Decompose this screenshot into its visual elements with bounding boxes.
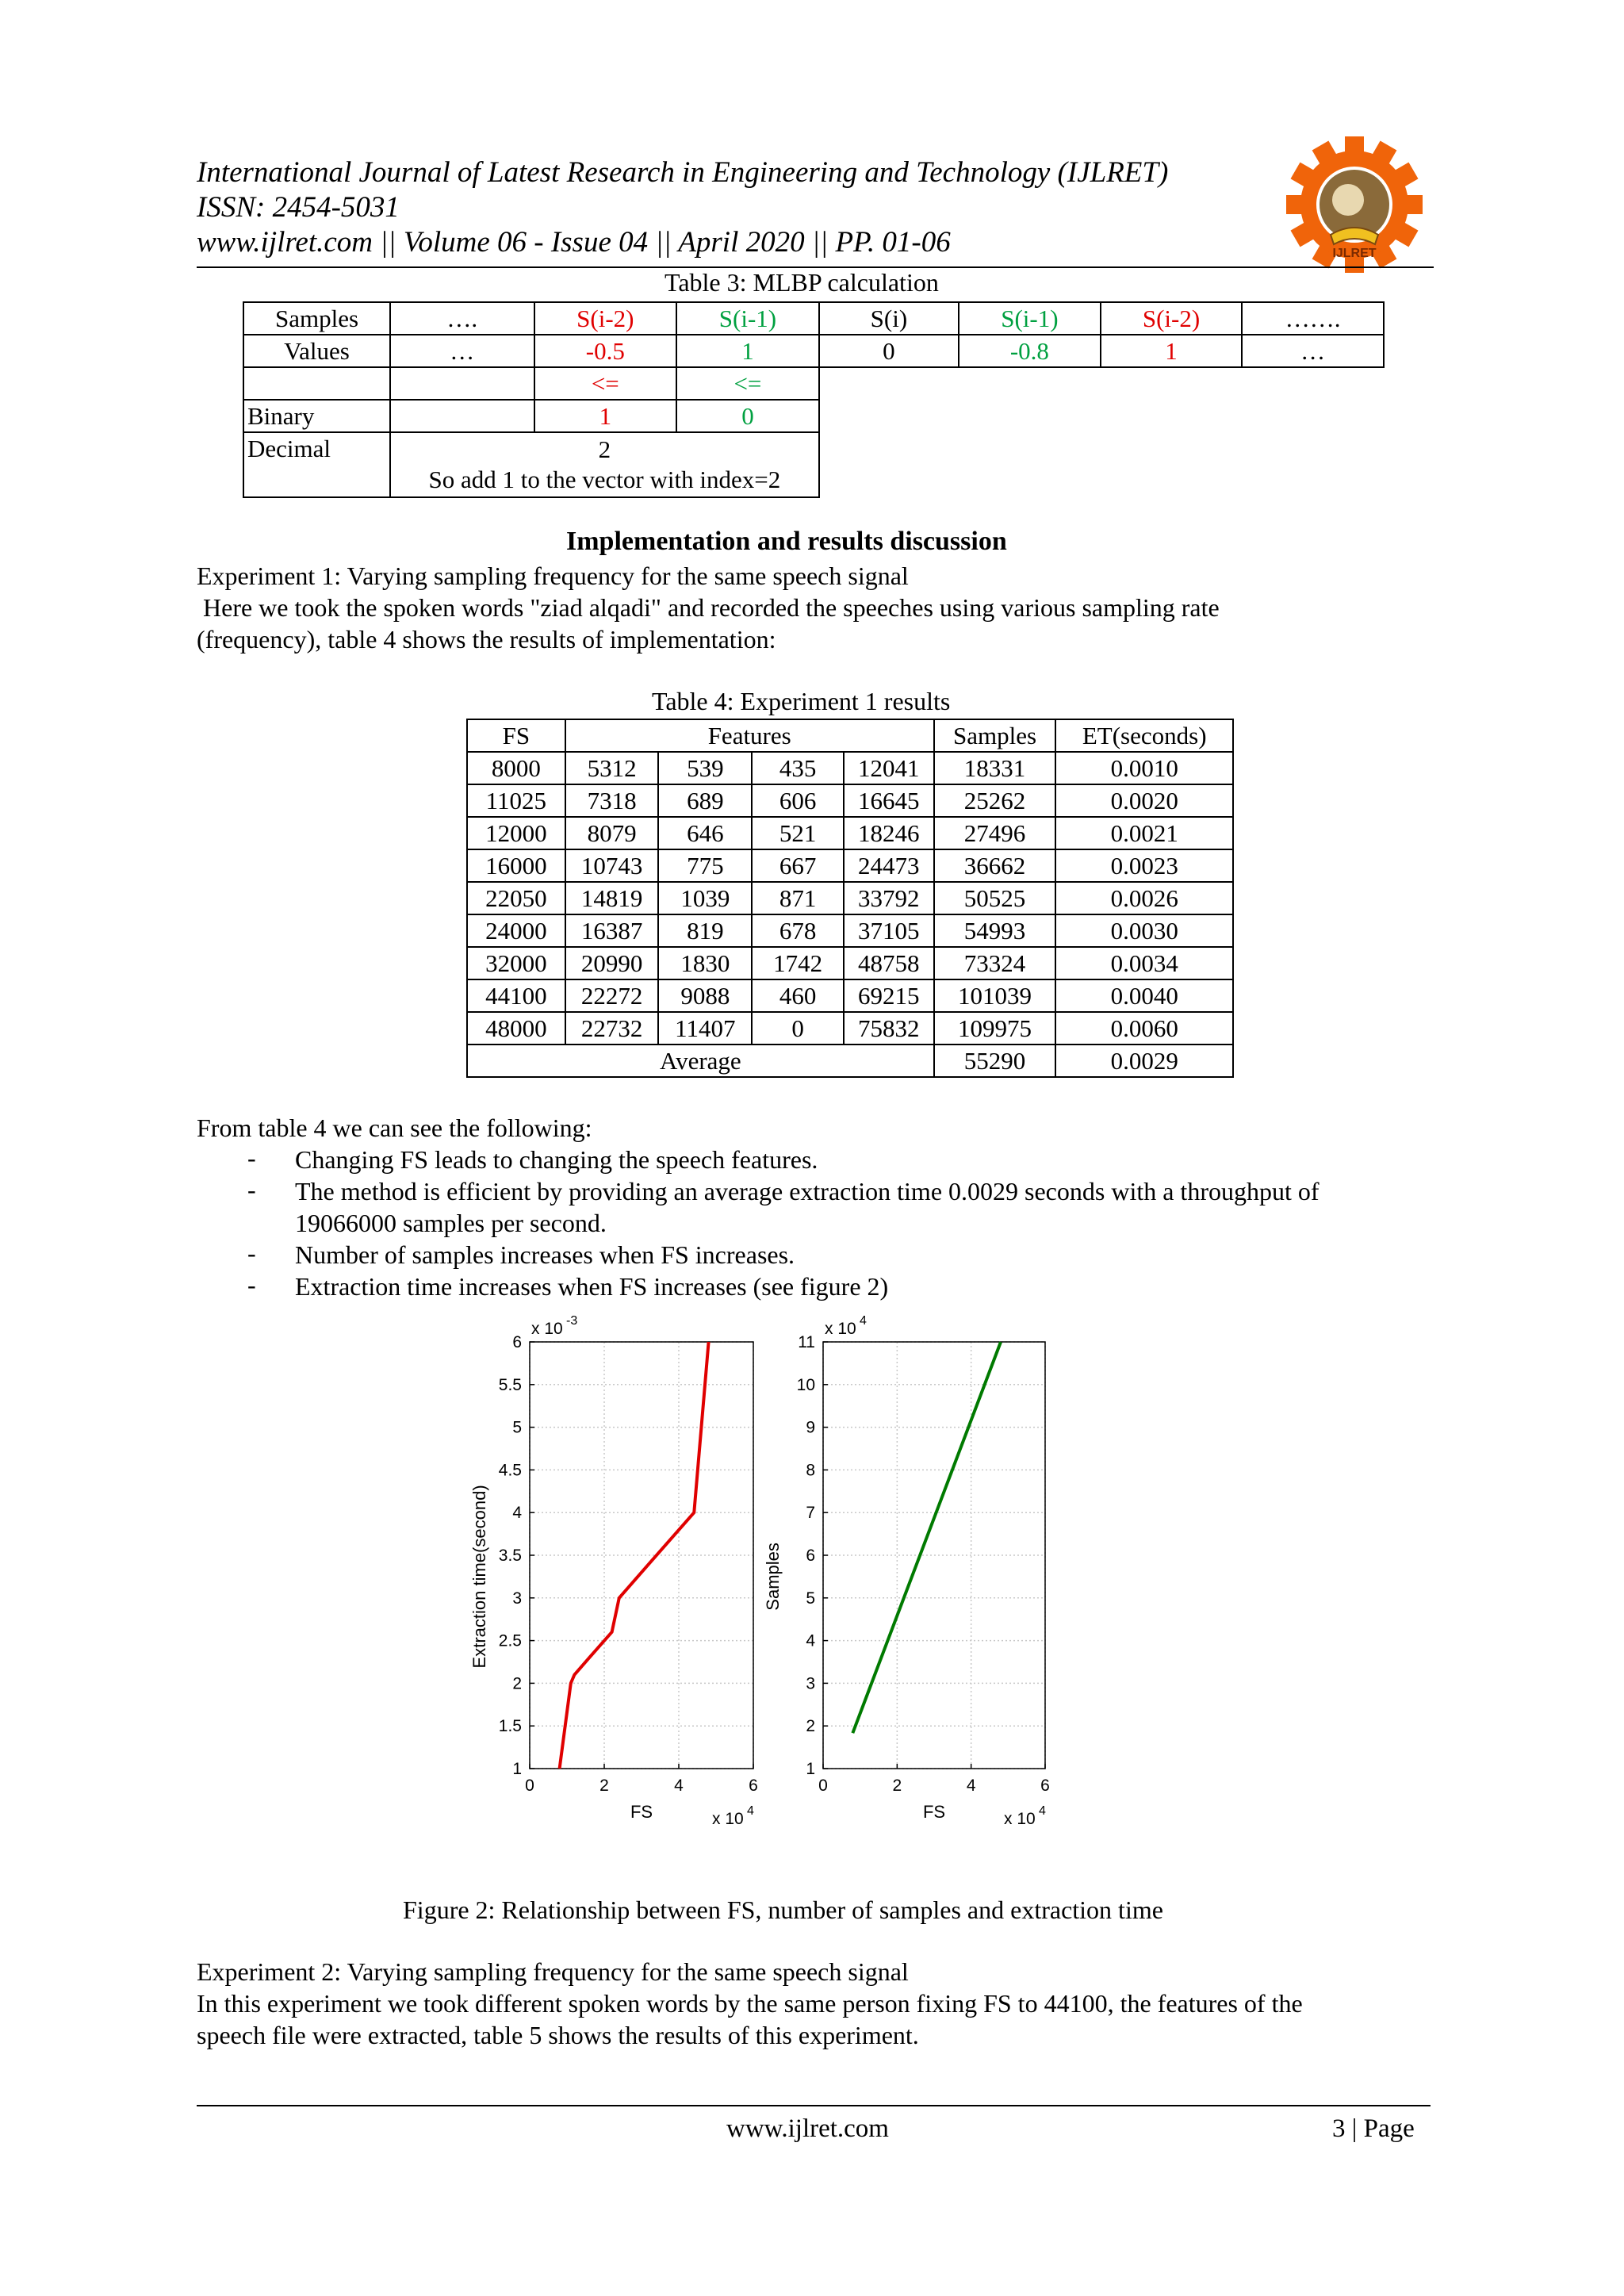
table-average-row (467, 1045, 1233, 1077)
table-cell: 75832 (844, 1012, 934, 1045)
y-tick-label: 7 (806, 1504, 815, 1523)
table-cell (390, 400, 534, 432)
table-cell: 16000 (467, 849, 565, 882)
table-cell: 69215 (844, 979, 934, 1012)
bullet-item: Number of samples increases when FS increases. (295, 1240, 795, 1269)
x-axis-label: FS (922, 1802, 946, 1822)
table-cell: 22272 (565, 979, 659, 1012)
table-cell: <= (676, 367, 819, 400)
table-row (467, 849, 1233, 882)
table-cell: 18246 (844, 817, 934, 849)
y-tick-label: 4 (512, 1504, 522, 1523)
table-cell (390, 432, 819, 497)
bullet-item: Changing FS leads to changing the speech features. (295, 1145, 818, 1174)
table-cell: 18331 (934, 752, 1056, 784)
table-cell: 678 (752, 914, 844, 947)
svg-text:IJLRET: IJLRET (1332, 247, 1377, 260)
y-tick-label: 2.5 (498, 1631, 522, 1650)
table-cell: 55290 (934, 1045, 1056, 1077)
table-cell: 0.0020 (1055, 784, 1233, 817)
bullet-dash: - (247, 1271, 256, 1299)
y-tick-label: 5.5 (498, 1375, 522, 1394)
volume-line: www.ijlret.com || Volume 06 - Issue 04 || April 2020 || PP. 01-06 (197, 226, 951, 259)
table-cell: 12041 (844, 752, 934, 784)
table-cell: 606 (752, 784, 844, 817)
table-cell: 32000 (467, 947, 565, 979)
table-cell: 871 (752, 882, 844, 914)
table-cell: 1 (534, 400, 677, 432)
table-row (243, 432, 1384, 497)
table-cell: 7318 (565, 784, 659, 817)
x-axis-label: FS (630, 1802, 653, 1822)
table-cell: 0.0010 (1055, 752, 1233, 784)
exp1-line2: (frequency), table 4 shows the results of implementation: (197, 625, 776, 654)
table-cell: 22050 (467, 882, 565, 914)
y-tick-label: 2 (806, 1717, 815, 1736)
table-cell: 9088 (658, 979, 752, 1012)
table-cell: 11407 (658, 1012, 752, 1045)
table-cell: … (1242, 335, 1384, 367)
table-cell: 37105 (844, 914, 934, 947)
table-cell: S(i-1) (959, 302, 1101, 335)
table4-caption: Table 4: Experiment 1 results (652, 687, 951, 715)
bullet-item: The method is efficient by providing an average extraction time 0.0029 seconds with a throughput of (295, 1177, 1320, 1205)
x-tick-label: 0 (525, 1777, 534, 1795)
table-cell: 48758 (844, 947, 934, 979)
table-cell: 1039 (658, 882, 752, 914)
table-cell: 24000 (467, 914, 565, 947)
table-cell: 44100 (467, 979, 565, 1012)
table-cell: 48000 (467, 1012, 565, 1045)
table-row (467, 914, 1233, 947)
y-tick-label: 10 (796, 1375, 815, 1394)
bullet-dash: - (247, 1175, 256, 1204)
section-heading: Implementation and results discussion (566, 527, 1007, 556)
table-cell: 36662 (934, 849, 1056, 882)
table-cell: 0.0029 (1055, 1045, 1233, 1077)
table-cell: 8079 (565, 817, 659, 849)
table-cell: Binary (243, 400, 390, 432)
page-number: 3 | Page (1332, 2114, 1415, 2143)
y-tick-label: 5 (806, 1589, 815, 1608)
x-exponent: 4 (1039, 1804, 1046, 1818)
table-cell: ……. (1242, 302, 1384, 335)
table-row (467, 979, 1233, 1012)
table-cell: 27496 (934, 817, 1056, 849)
y-tick-label: 9 (806, 1418, 815, 1437)
table-cell: Average (467, 1045, 934, 1077)
table-cell: 16645 (844, 784, 934, 817)
y-tick-label: 3 (806, 1674, 815, 1693)
table-cell: 33792 (844, 882, 934, 914)
table-cell: 73324 (934, 947, 1056, 979)
table-cell: 25262 (934, 784, 1056, 817)
table-cell: … (390, 335, 534, 367)
table-cell: 689 (658, 784, 752, 817)
table-cell: 50525 (934, 882, 1056, 914)
table-cell: 54993 (934, 914, 1056, 947)
y-tick-label: 2 (512, 1674, 522, 1693)
table-cell: 0 (819, 335, 959, 367)
chart-1 (469, 1314, 758, 1828)
y-exponent: -3 (566, 1314, 578, 1328)
table-cell: 0.0021 (1055, 817, 1233, 849)
header-cell: Samples (934, 719, 1056, 752)
x-tick-label: 4 (674, 1777, 684, 1795)
issn: ISSN: 2454-5031 (197, 191, 400, 224)
table-cell: 0.0023 (1055, 849, 1233, 882)
table-row (467, 817, 1233, 849)
y-multiplier: x 10 (825, 1320, 856, 1338)
exp2-title: Experiment 2: Varying sampling frequency for the same speech signal (197, 1957, 909, 1986)
y-multiplier: x 10 (531, 1320, 563, 1338)
table-cell: 24473 (844, 849, 934, 882)
x-tick-label: 0 (818, 1777, 828, 1795)
journal-title: International Journal of Latest Research in Engineering and Technology (IJLRET) (197, 156, 1169, 189)
y-tick-label: 1.5 (498, 1717, 522, 1736)
exp1-title: Experiment 1: Varying sampling frequency for the same speech signal (197, 562, 909, 590)
table-cell: S(i-1) (676, 302, 819, 335)
table-cell: 1 (676, 335, 819, 367)
series-line (852, 1342, 1001, 1733)
table-row (467, 784, 1233, 817)
table-cell: 435 (752, 752, 844, 784)
y-tick-label: 11 (798, 1333, 815, 1351)
table-row (467, 882, 1233, 914)
table3-caption: Table 3: MLBP calculation (665, 268, 939, 297)
results-table (466, 719, 1234, 1078)
table-cell: 12000 (467, 817, 565, 849)
mlbp-table (243, 301, 1385, 498)
y-tick-label: 6 (806, 1547, 815, 1565)
y-tick-label: 3.5 (498, 1547, 522, 1565)
bullet-item-cont: 19066000 samples per second. (295, 1209, 607, 1237)
header-cell: ET(seconds) (1055, 719, 1233, 752)
footer-site: www.ijlret.com (726, 2114, 889, 2143)
table-cell: S(i) (819, 302, 959, 335)
exp1-line1: Here we took the spoken words "ziad alqadi" and recorded the speeches using various sampling rate (197, 593, 1220, 622)
table-row (243, 367, 1384, 400)
table-cell: 109975 (934, 1012, 1056, 1045)
y-axis-label: Extraction time(second) (469, 1485, 489, 1669)
y-tick-label: 4 (806, 1631, 815, 1650)
x-tick-label: 6 (1040, 1777, 1050, 1795)
table-cell: 460 (752, 979, 844, 1012)
x-tick-label: 2 (599, 1777, 609, 1795)
table-cell: 0.0034 (1055, 947, 1233, 979)
table-cell: 0.0060 (1055, 1012, 1233, 1045)
table-cell: 0.0030 (1055, 914, 1233, 947)
table-row (243, 400, 1384, 432)
table-cell: 1830 (658, 947, 752, 979)
table-header-row (467, 719, 1233, 752)
chart-2 (763, 1314, 1050, 1828)
table-cell: 0 (676, 400, 819, 432)
journal-logo (1283, 133, 1426, 276)
table-cell: 14819 (565, 882, 659, 914)
exp2-line2: speech file were extracted, table 5 shows the results of this experiment. (197, 2021, 919, 2049)
table-cell: 0.0040 (1055, 979, 1233, 1012)
table-cell: 646 (658, 817, 752, 849)
x-tick-label: 4 (966, 1777, 976, 1795)
table-cell: -0.8 (959, 335, 1101, 367)
bullet-item: Extraction time increases when FS increases (see figure 2) (295, 1272, 889, 1301)
table-cell: Values (243, 335, 390, 367)
exp2-line1: In this experiment we took different spoken words by the same person fixing FS to 44100, the features of the (197, 1989, 1303, 2018)
table-cell: 20990 (565, 947, 659, 979)
table-cell: 0.0026 (1055, 882, 1233, 914)
bullet-dash: - (247, 1239, 256, 1267)
decimal-value: 2 (598, 435, 611, 463)
table-row (467, 947, 1233, 979)
table-cell: 22732 (565, 1012, 659, 1045)
footer-rule (197, 2105, 1431, 2106)
table-cell: Samples (243, 302, 390, 335)
header-cell: FS (467, 719, 565, 752)
table-row (243, 302, 1384, 335)
header-cell: Features (565, 719, 934, 752)
gear-logo-icon (1283, 133, 1426, 276)
table-cell: 101039 (934, 979, 1056, 1012)
x-exponent: 4 (747, 1804, 754, 1818)
table-cell: 775 (658, 849, 752, 882)
y-axis-label: Samples (763, 1543, 783, 1611)
table-cell: 0 (752, 1012, 844, 1045)
figure-caption: Figure 2: Relationship between FS, number of samples and extraction time (403, 1895, 1163, 1924)
y-exponent: 4 (860, 1314, 867, 1328)
figure-2 (444, 1301, 1078, 1848)
x-multiplier: x 10 (712, 1810, 744, 1828)
x-tick-label: 6 (749, 1777, 758, 1795)
table-cell: 5312 (565, 752, 659, 784)
table-cell: 10743 (565, 849, 659, 882)
table-cell: 8000 (467, 752, 565, 784)
y-tick-label: 1 (512, 1760, 522, 1778)
bullet-dash: - (247, 1144, 256, 1172)
table-cell: 819 (658, 914, 752, 947)
observations-intro: From table 4 we can see the following: (197, 1114, 592, 1142)
table-cell (243, 367, 390, 400)
x-tick-label: 2 (892, 1777, 902, 1795)
table-cell: …. (390, 302, 534, 335)
table-cell: -0.5 (534, 335, 677, 367)
table-row (467, 752, 1233, 784)
table-cell: S(i-2) (1101, 302, 1243, 335)
table-cell: 667 (752, 849, 844, 882)
table-cell (390, 367, 534, 400)
table-cell: 521 (752, 817, 844, 849)
table-cell: 1742 (752, 947, 844, 979)
table-cell: 539 (658, 752, 752, 784)
table-cell: 16387 (565, 914, 659, 947)
y-tick-label: 3 (512, 1589, 522, 1608)
table-cell: <= (534, 367, 677, 400)
y-tick-label: 1 (806, 1760, 815, 1778)
y-tick-label: 5 (512, 1418, 522, 1437)
table-row (467, 1012, 1233, 1045)
y-tick-label: 8 (806, 1461, 815, 1480)
table-cell: 11025 (467, 784, 565, 817)
y-tick-label: 4.5 (498, 1461, 522, 1480)
table-cell: Decimal (243, 432, 390, 497)
x-multiplier: x 10 (1004, 1810, 1036, 1828)
table-row (243, 335, 1384, 367)
table-cell: 1 (1101, 335, 1243, 367)
table-cell: S(i-2) (534, 302, 677, 335)
decimal-note: So add 1 to the vector with index=2 (428, 466, 781, 493)
y-tick-label: 6 (512, 1333, 522, 1351)
